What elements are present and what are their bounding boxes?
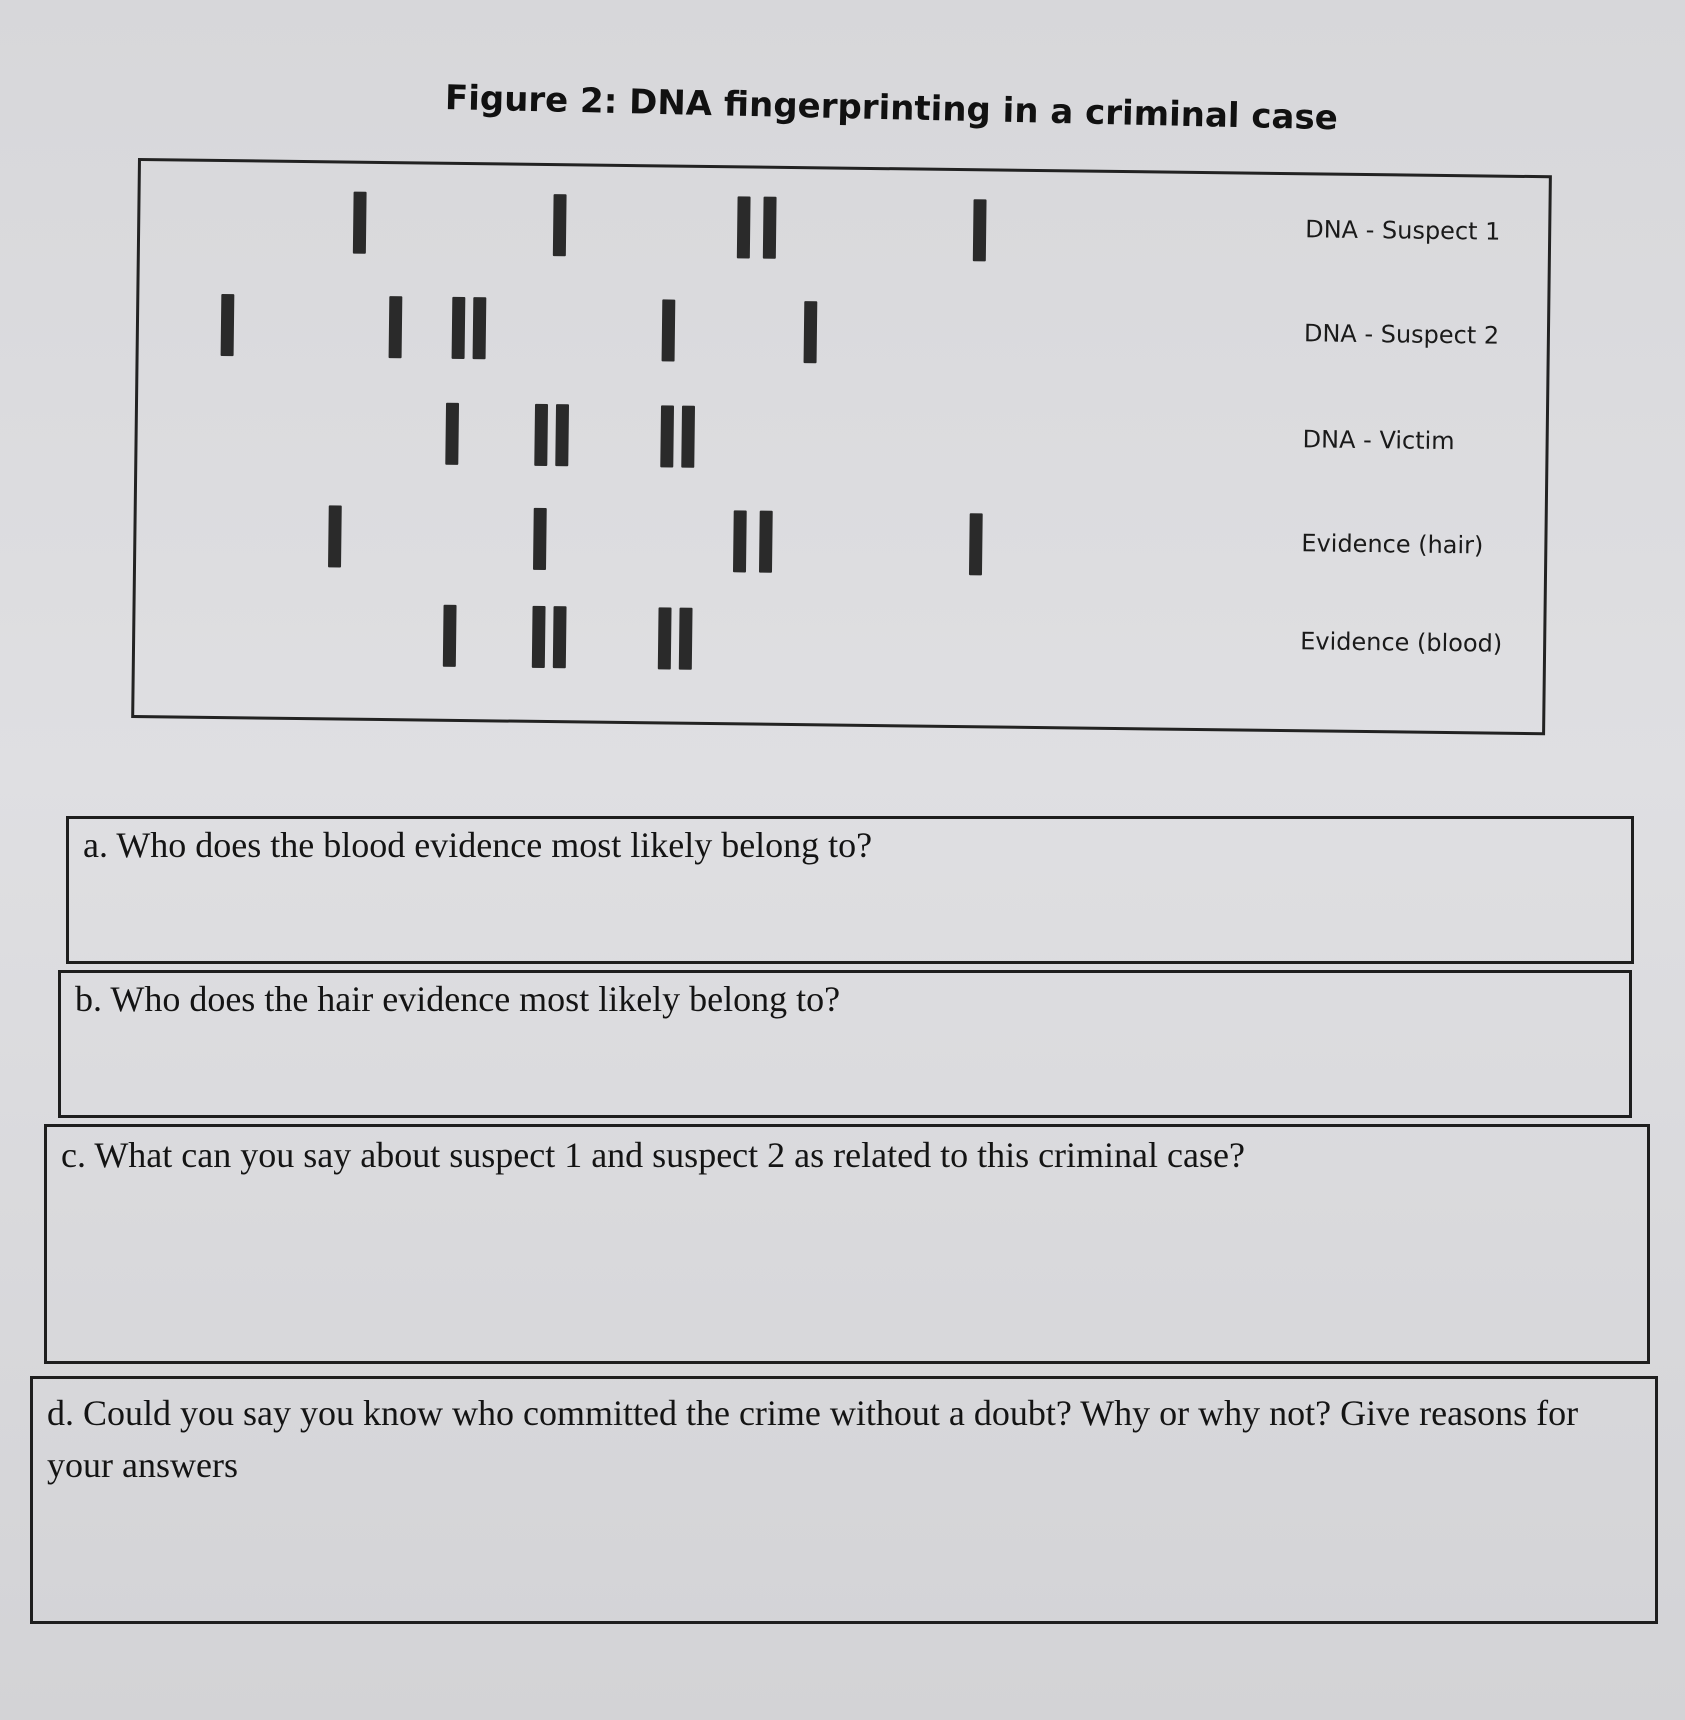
question-d-text: d. Could you say you know who committed the crime without a doubt? Why or why not? Give reasons for your answers	[47, 1393, 1579, 1485]
gel-band	[662, 299, 676, 361]
gel-band	[533, 508, 547, 570]
gel-band	[660, 405, 674, 467]
gel-band	[443, 605, 457, 667]
gel-band	[445, 403, 459, 465]
gel-band	[732, 510, 746, 572]
gel-band	[534, 404, 548, 466]
question-a-box[interactable]	[66, 816, 1634, 964]
gel-band	[803, 301, 817, 363]
gel-band	[973, 199, 987, 261]
lane-label-2: DNA - Victim	[1302, 425, 1455, 456]
question-b-box[interactable]	[58, 970, 1632, 1118]
gel-band	[353, 192, 367, 254]
gel-band	[969, 513, 983, 575]
gel-band	[681, 406, 695, 468]
gel-band	[679, 608, 693, 670]
lane-label-1: DNA - Suspect 2	[1303, 319, 1500, 350]
gel-band	[759, 511, 773, 573]
gel-band	[736, 196, 750, 258]
gel-band	[553, 606, 567, 668]
gel-band	[389, 296, 403, 358]
question-c-text: c. What can you say about suspect 1 and suspect 2 as related to this criminal case?	[61, 1135, 1245, 1175]
gel-band	[553, 194, 567, 256]
gel-band	[658, 607, 672, 669]
figure-title: Figure 2: DNA fingerprinting in a criminal case	[444, 78, 1339, 139]
question-d-box[interactable]	[30, 1376, 1658, 1624]
question-b-text: b. Who does the hair evidence most likely belong to?	[75, 979, 841, 1019]
lane-label-4: Evidence (blood)	[1300, 627, 1503, 658]
gel-band	[452, 297, 466, 359]
question-c-box[interactable]	[44, 1124, 1650, 1364]
lane-label-3: Evidence (hair)	[1301, 529, 1484, 560]
question-a-text: a. Who does the blood evidence most likely belong to?	[83, 825, 873, 865]
gel-band	[532, 606, 546, 668]
lane-label-0: DNA - Suspect 1	[1305, 215, 1501, 246]
gel-band	[473, 297, 487, 359]
gel-diagram	[131, 158, 1552, 735]
gel-band	[328, 505, 342, 567]
gel-band	[221, 294, 235, 356]
gel-band	[555, 404, 569, 466]
gel-band	[763, 197, 777, 259]
